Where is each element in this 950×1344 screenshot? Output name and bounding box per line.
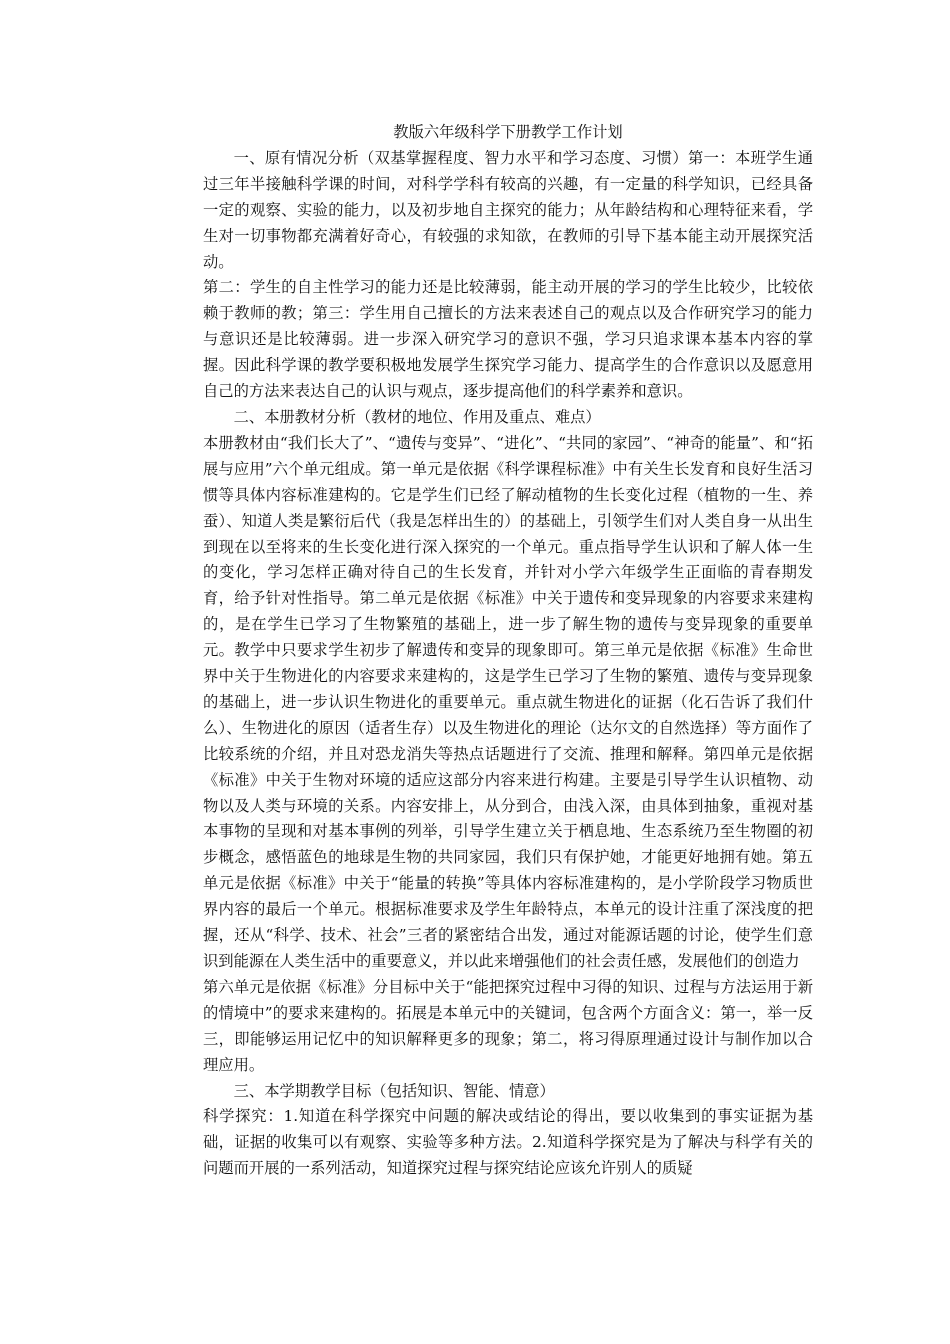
paragraph-2: 第二：学生的自主性学习的能力还是比较薄弱，能主动开展的学习的学生比较少，比较依赖于教师的教；第三：学生用自己擅长的方法来表述自己的观点以及合作研究学习的能力与意识还是比较薄弱。进一步深入研究学习的意识不强，学习只追求课本基本内容的掌握。因此科学课的教学要积极地发展学生探究学习能力、提高学生的合作意识以及愿意用自己的方法来表达自己的认识与观点，逐步提高他们的科学素养和意识。 [203, 278, 813, 401]
paragraph-unit-6: 第六单元是依据《标准》分目标中关于“能把探究过程中习得的知识、过程与方法运用于新的情境中”的要求来建构的。拓展是本单元中的关键词，包含两个方面含义：第一，举一反 三，即能够运用记忆中的知识解释更多的现象；第二，将习得原理通过设计与制作加以合理应用。 [203, 977, 844, 1074]
section-3-heading: 三、本学期教学目标（包括知识、智能、情意） [233, 1081, 555, 1100]
paragraph-units-1-5: 本册教材由“我们长大了”、“遗传与变异”、“进化”、“共同的家园”、“神奇的能量”、和“拓展与应用”六个单元组成。第一单元是依据《科学课程标准》中有关生长发育和良好生活习惯等具体内容标准建构的。它是学生们已经了解动植物的生长变化过程（植物的一生、养蚕）、知道人类是繁衍后代（我是怎样出生的）的基础上，引领学生们对人类自身一从出生到现在以至将来的生长变化进行深入探究的一个单元。重点指导学生认识和了解人体一生的变化，学习怎样正确对待自己的生长发育，并针对小学六年级学生正面临的青春期发育，给予针对性指导。第二单元是依据《标准》中关于遗传和变异现象的内容要求来建构的，是在学生已学习了生物繁殖的基础上，进一步了解生物的遗传与变异现象的重要单元。教学中只要求学生初步了解遗传和变异的现象即可。第三单元是依据《标准》生命世界中关于生物进化的内容要求来建构的，这是学生已学习了生物的繁殖、遗传与变异现象的基础上，进一步认识生物进化的重要单元。重点就生物进化的证据（化石告诉了我们什么）、生物进化的原因（适者生存）以及生物进化的理论（达尔文的自然选择）等方面作了比较系统的介绍，并且对恐龙消失等热点话题进行了交流、推理和解释。第四单元是依据《标准》中关于生物对环境的适应这部分内容来进行构建。主要是引导学生认识植物、动物以及人类与环境的关系。内容安排上，从分到合，由浅入深，由具体到抽象，重视对基本事物的呈现和对基本事例的列举，引导学生建立关于栖息地、生态系统乃至生物圈的初步概念，感悟蓝色的地球是生物的共同家园，我们只有保护她，才能更好地拥有她。第五单元是依据《标准》中关于“能量的转换”等具体内容标准建构的，是小学阶段学习物质世界内容的最后一个单元。根据标准要求及学生年龄特点，本单元的设计注重了深浅度的把握，还从“科学、技术、社会”三者的紧密结合出发，通过对能源话题的讨论，使学生们意识到能源在人类生活中的重要意义，并以此来增强他们的社会责任感，发展他们的创造力 [203, 433, 813, 970]
document-title: 教版六年级科学下册教学工作计划 [393, 123, 623, 141]
section-1-paragraph: 一、原有情况分析（双基掌握程度、智力水平和学习态度、习惯）第一：本班学生通过三年半接触科学课的时间，对科学学科有较高的兴趣，有一定量的科学知识，已经具备一定的观察、实验的能力，以及初步地自主探究的能力；从年龄结构和心理特征来看，学生对一切事物都充满着好奇心，有较强的求知欲，在教师的引导下基本能主动开展探究活动。 [203, 148, 813, 271]
paragraph-science-inquiry: 科学探究：1.知道在科学探究中问题的解决或结论的得出，要以收集到的事实证据为基础，证据的收集可以有观察、实验等多种方法。2.知道科学探究是为了解决与科学有关的问题而开展的一系列活动，知道探究过程与探究结论应该允许别人的质疑 [203, 1107, 813, 1178]
document-body [203, 120, 844, 1182]
section-2-heading: 二、本册教材分析（教材的地位、作用及重点、难点） [233, 407, 601, 426]
